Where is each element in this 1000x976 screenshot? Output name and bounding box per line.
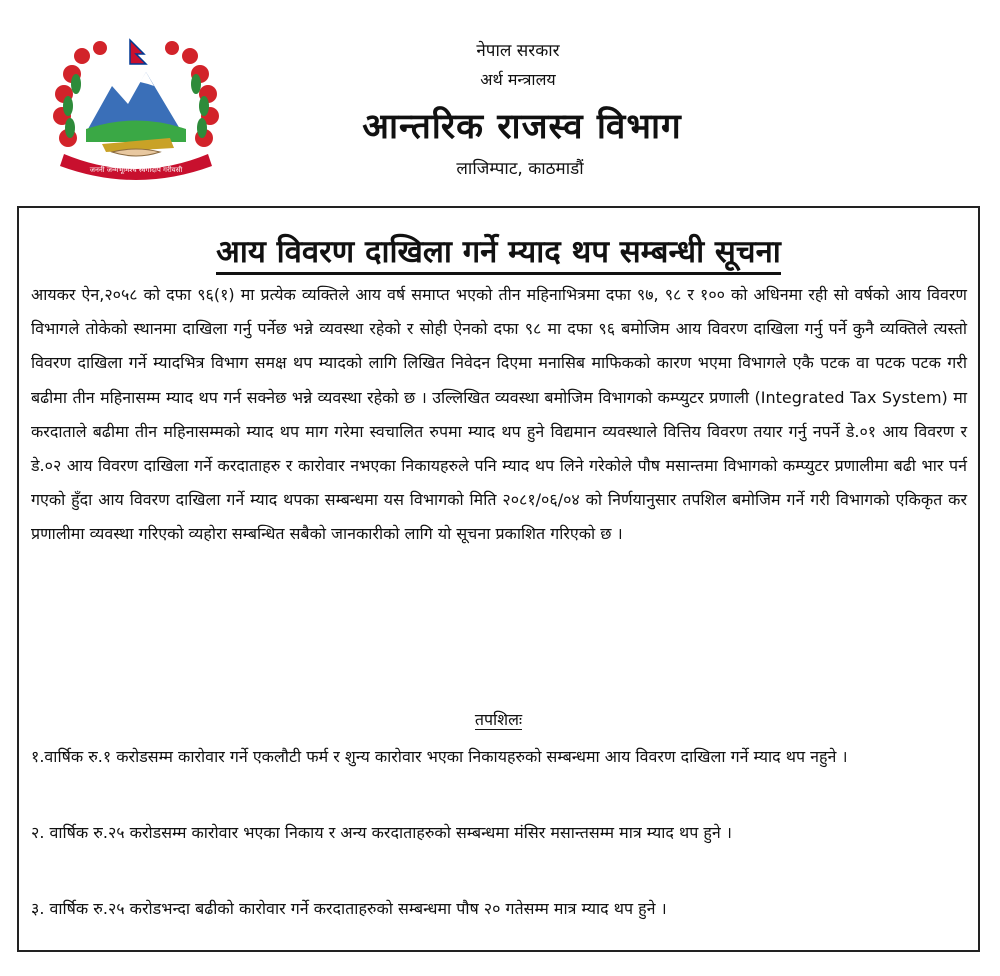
notice-body: आयकर ऐन,२०५८ को दफा ९६(१) मा प्रत्येक व्यक्तिले आय वर्ष समाप्त भएको तीन महिनाभित्रमा दफा ९७, ९८ र १०० को अधिनमा रही सो वर्षको आय विवरण विभागले तोकेको स्थानमा दाखिला गर्नु पर्नेछ भन्ने व्यवस्था रहेको र सोही ऐनको दफा ९८ मा दफा ९६ बमोजिम आय विवरण दाखिला गर्नु पर्ने कुनै व्यक्तिले त्यस्तो विवरण दाखिला गर्ने म्यादभित्र विभाग समक्ष थप म्यादको लागि लिखित निवेदन दिएमा मनासिब माफिकको कारण भएमा विभागले एकै पटक वा पटक पटक गरी बढीमा तीन महिनासम्म म्याद थप गर्न सक्नेछ भन्ने व्यवस्था रहेको छ । उल्लिखित व्यवस्था बमोजिम विभागको कम्प्युटर प्रणाली (Integrated Tax System) मा करदाताले बढीमा तीन महिनासम्मको म्याद थप माग गरेमा स्वचालित रुपमा म्याद थप हुने विद्यमान व्यवस्थाले वित्तिय विवरण तयार गर्नु नपर्ने डे.०१ आय विवरण र डे.०२ आय विवरण दाखिला गर्ने करदाताहरु र कारोवार नभएका निकायहरुले पनि म्याद थप लिने गरेकोले पौष मसान्तमा विभागको कम्प्युटर प्रणालीमा बढी भार पर्न गएको हुँदा आय विवरण दाखिला गर्ने म्याद थपका सम्बन्धमा यस विभागको मिति २०८१/०६/०४ को निर्णयानुसार तपशिल बमोजिम गर्ने गरी विभागको एकिकृत कर प्रणालीमा व्यवस्था गरिएको व्यहोरा सम्बन्धित सबैको जानकारीको लागि यो सूचना प्रकाशित गरिएको छ । [31,285,967,544]
department-address: लाजिम्पाट, काठमाडौं [456,159,584,179]
schedule-item-1: १.वार्षिक रु.१ करोडसम्म कारोवार गर्ने एकलौटी फर्म र शुन्य कारोवार भएका निकायहरुको सम्बन्धमा आय विवरण दाखिला गर्ने म्याद थप नहुने । [31,747,848,766]
svg-text:जननी जन्मभूमिश्च स्वर्गादपि गर: जननी जन्मभूमिश्च स्वर्गादपि गरीयसी [89,166,183,174]
schedule-item-3: ३. वार्षिक रु.२५ करोडभन्दा बढीको कारोवार गर्ने करदाताहरुको सम्बन्धमा पौष २० गतेसम्म मात्र म्याद थप हुने । [31,899,667,918]
schedule-heading [19,708,978,730]
government-name: नेपाल सरकार [476,41,560,61]
notice-frame [17,206,980,952]
notice-title-text: आय विवरण दाखिला गर्ने म्याद थप सम्बन्धी सूचना [216,234,781,275]
department-name: आन्तरिक राजस्व विभाग [362,107,682,147]
ministry-name: अर्थ मन्त्रालय [480,70,556,89]
schedule-item-2: २. वार्षिक रु.२५ करोडसम्म कारोवार भएका निकाय र अन्य करदाताहरुको सम्बन्धमा मंसिर मसान्तसम्म मात्र म्याद थप हुने । [31,823,732,842]
schedule-heading-text: तपशिलः [474,710,523,729]
notice-title [19,230,978,272]
